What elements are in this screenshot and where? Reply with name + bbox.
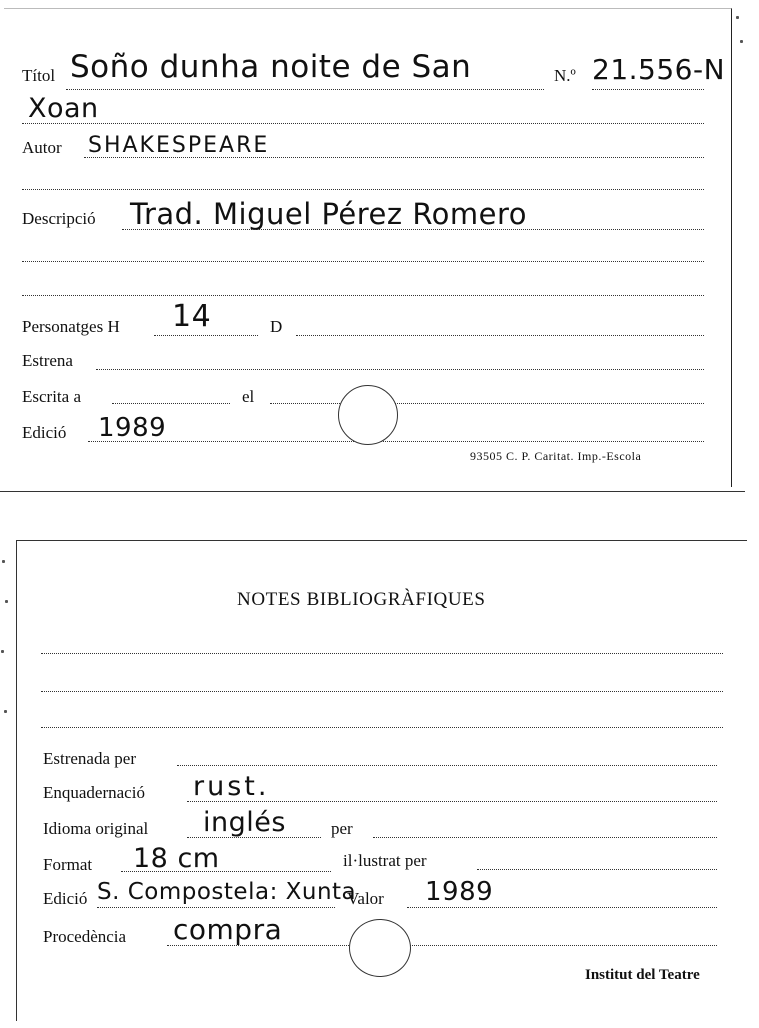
notes-dotted-line-1 [41, 653, 723, 654]
per-label: per [331, 819, 353, 838]
estrenada-label: Estrenada per [43, 749, 136, 768]
illustrat-dotted-line [477, 869, 717, 870]
procedencia-value: compra [173, 913, 283, 946]
titol-dotted-line [66, 89, 544, 90]
scan-speck [740, 40, 743, 43]
procedencia-label: Procedència [43, 927, 127, 946]
blank-dotted-line-3 [22, 295, 704, 296]
edicio-label: Edició [22, 423, 67, 442]
notes-dotted-line-2 [41, 691, 723, 692]
estrena-label: Estrena [22, 351, 73, 370]
personatges-d-dotted-line [296, 335, 704, 336]
autor-value: SHAKESPEARE [88, 133, 270, 158]
enquadernacio-label: Enquadernació [43, 783, 145, 802]
punch-hole [338, 385, 398, 445]
edicio-dotted-line [88, 441, 704, 442]
numero-value: 21.556-N [592, 53, 726, 86]
printer-imprint: 93505 C. P. Caritat. Imp.-Escola [470, 449, 642, 463]
notes-dotted-line-3 [41, 727, 723, 728]
valor-dotted-line [407, 907, 717, 908]
personatges-d-label: D [270, 317, 283, 336]
numero-label: N.º [554, 66, 576, 85]
card-separator [0, 491, 745, 492]
scan-speck [736, 16, 739, 19]
back-edicio-label: Edició [43, 889, 88, 908]
procedencia-dotted-line [167, 945, 717, 946]
escrita-dotted-line [112, 403, 230, 404]
scan-speck [1, 650, 4, 653]
punch-hole [349, 919, 411, 977]
numero-dotted-line [592, 89, 704, 90]
personatges-label: Personatges H [22, 317, 120, 336]
back-edicio-dotted-line [97, 907, 335, 908]
estrenada-dotted-line [177, 765, 717, 766]
enquadernacio-dotted-line [187, 801, 717, 802]
escrita-label: Escrita a [22, 387, 81, 406]
format-label: Format [43, 855, 93, 874]
titol-dotted-line-2 [22, 123, 704, 124]
back-edicio-value: S. Compostela: Xunta [97, 879, 357, 905]
el-dotted-line [270, 403, 704, 404]
notes-heading: NOTES BIBLIOGRÀFIQUES [237, 589, 486, 610]
descripcio-dotted-line [122, 229, 704, 230]
titol-label: Títol [22, 66, 56, 85]
catalog-card-front [4, 8, 732, 487]
illustrat-label: il·lustrat per [343, 851, 427, 870]
autor-label: Autor [22, 138, 62, 157]
estrena-dotted-line [96, 369, 704, 370]
per-dotted-line [373, 837, 717, 838]
institut-del-teatre: Institut del Teatre [585, 967, 700, 983]
descripcio-value: Trad. Miguel Pérez Romero [130, 197, 528, 231]
format-value: 18 cm [133, 843, 220, 874]
format-dotted-line [121, 871, 331, 872]
blank-dotted-line-2 [22, 261, 704, 262]
personatges-h-value: 14 [172, 299, 212, 334]
autor-dotted-line [84, 157, 704, 158]
enquadernacio-value: rust. [193, 771, 270, 802]
scan-speck [5, 600, 8, 603]
el-label: el [242, 387, 255, 406]
idioma-label: Idioma original [43, 819, 149, 838]
titol-value-line2: Xoan [28, 93, 99, 124]
descripcio-label: Descripció [22, 209, 96, 228]
valor-label: Valor [347, 889, 384, 908]
valor-value: 1989 [425, 877, 494, 907]
scan-speck [4, 710, 7, 713]
scan-speck [2, 560, 5, 563]
catalog-card-back [16, 540, 747, 1021]
titol-value: Soño dunha noite de San [70, 49, 472, 85]
edicio-value: 1989 [98, 413, 167, 443]
idioma-dotted-line [187, 837, 321, 838]
idioma-value: inglés [203, 807, 286, 838]
personatges-h-dotted-line [154, 335, 258, 336]
blank-dotted-line-1 [22, 189, 704, 190]
